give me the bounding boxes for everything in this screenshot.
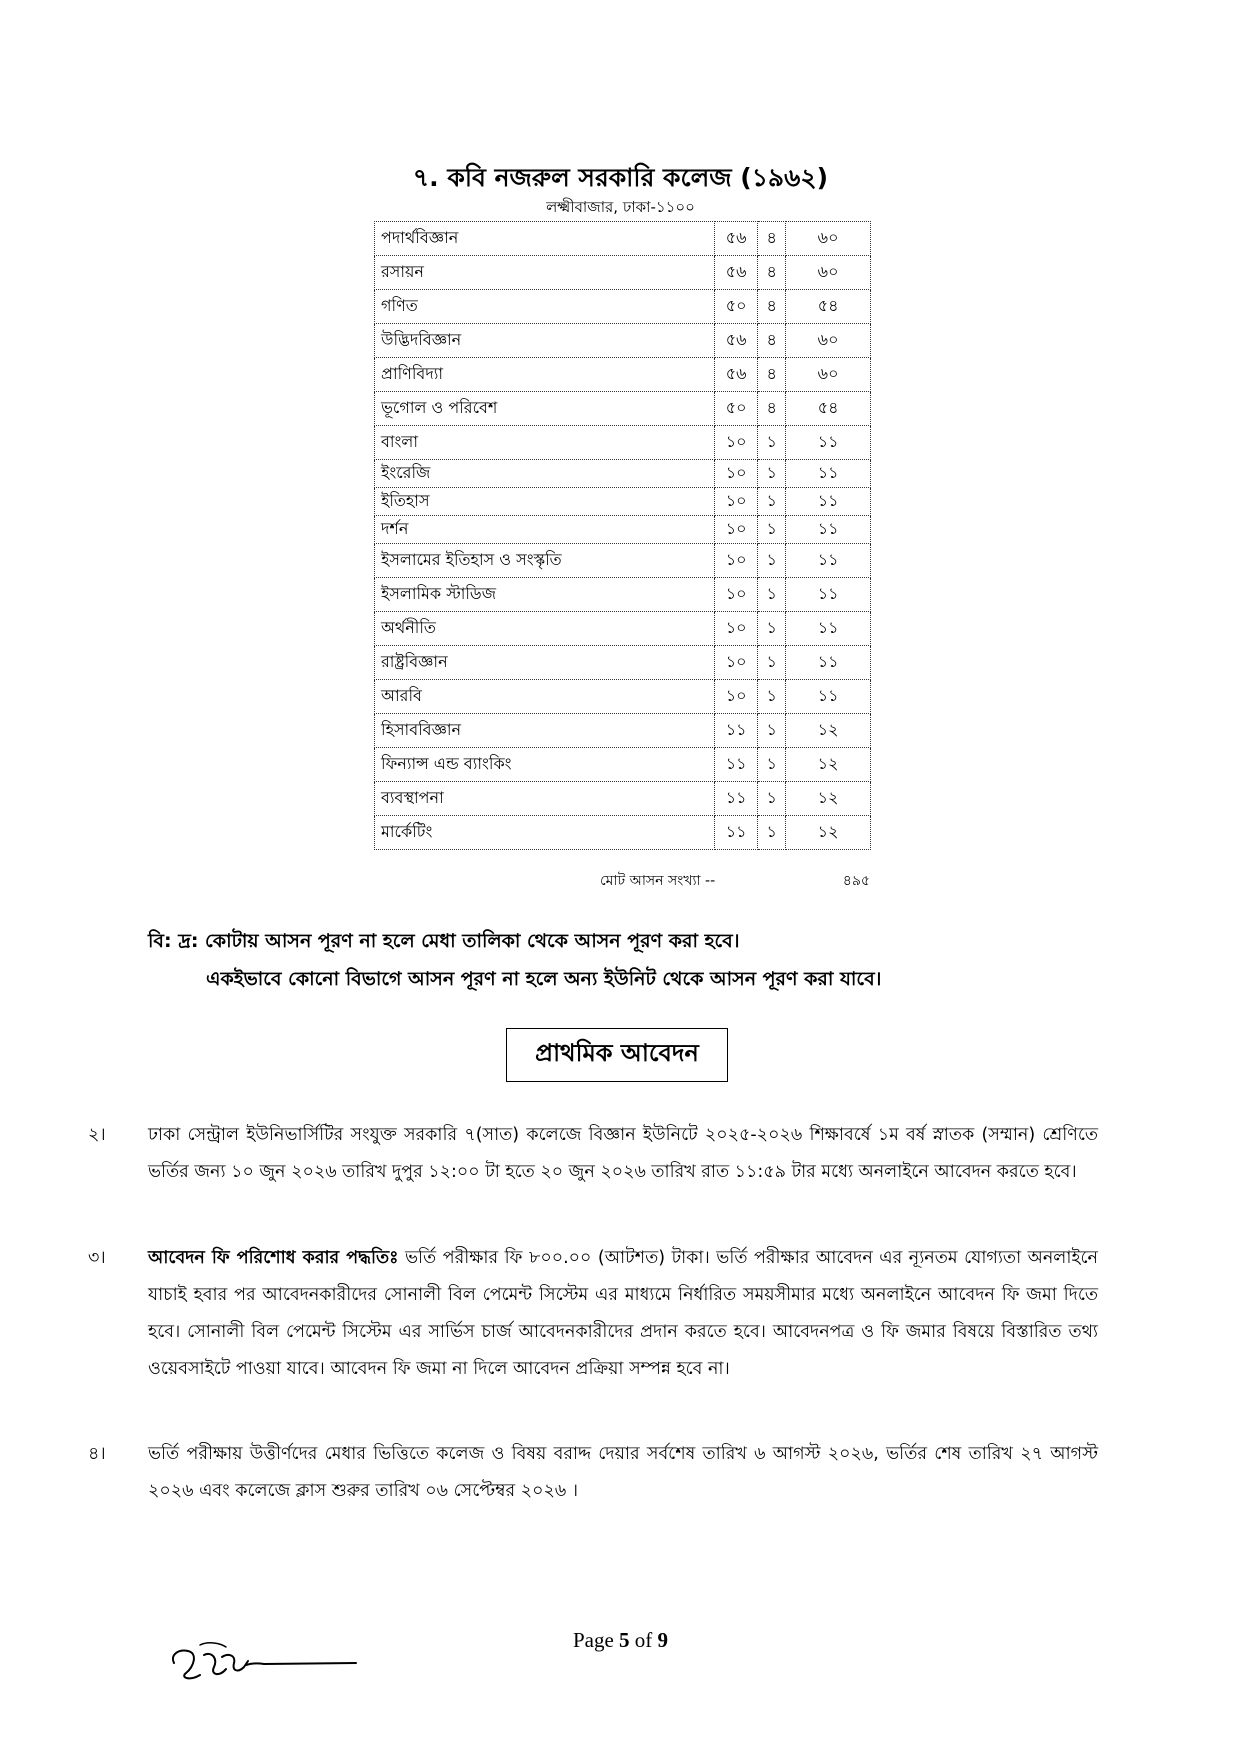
quota-seats-cell: ৪ xyxy=(758,256,786,290)
quota-seats-cell: ৪ xyxy=(758,290,786,324)
table-row xyxy=(375,516,871,544)
subject-cell: ইংরেজি xyxy=(375,460,715,488)
general-seats-cell: ১১ xyxy=(715,714,758,748)
table-row xyxy=(375,256,871,290)
note-line-1: বি: দ্র: কোটায় আসন পূরণ না হলে মেধা তালিকা থেকে আসন পূরণ করা হবে। xyxy=(148,930,740,952)
quota-note xyxy=(148,922,1148,998)
table-row xyxy=(375,714,871,748)
table-row xyxy=(375,324,871,358)
quota-seats-cell: ৪ xyxy=(758,324,786,358)
paragraph-4 xyxy=(88,1436,1098,1510)
quota-seats-cell: ১ xyxy=(758,488,786,516)
general-seats-cell: ৫৬ xyxy=(715,256,758,290)
general-seats-cell: ১০ xyxy=(715,460,758,488)
subject-cell: হিসাববিজ্ঞান xyxy=(375,714,715,748)
subject-cell: অর্থনীতি xyxy=(375,612,715,646)
general-seats-cell: ১০ xyxy=(715,516,758,544)
subject-cell: ইসলামের ইতিহাস ও সংস্কৃতি xyxy=(375,544,715,578)
table-row xyxy=(375,358,871,392)
paragraph-text: ঢাকা সেন্ট্রাল ইউনিভার্সিটির সংযুক্ত সরকারি ৭(সাত) কলেজে বিজ্ঞান ইউনিটে ২০২৫-২০২৬ শিক্ষাবর্ষে ১ম বর্ষ স্নাতক (সম্মান) শ্রেণিতে ভর্তির জন্য ১০ জুন ২০২৬ তারিখ দুপুর ১২:০০ টা হতে ২০ জুন ২০২৬ তারিখ রাত ১১:৫৯ টার মধ্যে অনলাইনে আবেদন করতে হবে। xyxy=(148,1125,1098,1182)
total-seats-cell: ১১ xyxy=(786,488,871,516)
paragraph-number: ৪। xyxy=(88,1444,106,1464)
general-seats-cell: ১০ xyxy=(715,646,758,680)
table-row xyxy=(375,290,871,324)
quota-seats-cell: ১ xyxy=(758,816,786,850)
quota-seats-cell: ৪ xyxy=(758,358,786,392)
general-seats-cell: ১১ xyxy=(715,748,758,782)
note-line-2: একইভাবে কোনো বিভাগে আসন পূরণ না হলে অন্য ইউনিট থেকে আসন পূরণ করা যাবে। xyxy=(206,968,882,990)
general-seats-cell: ১০ xyxy=(715,544,758,578)
college-address: লক্ষ্মীবাজার, ঢাকা-১১০০ xyxy=(546,198,695,216)
total-seats-cell: ১১ xyxy=(786,516,871,544)
table-row xyxy=(375,782,871,816)
total-seats-cell: ৬০ xyxy=(786,324,871,358)
total-seats-cell: ১১ xyxy=(786,646,871,680)
total-seats-cell: ১১ xyxy=(786,612,871,646)
subject-cell: দর্শন xyxy=(375,516,715,544)
quota-seats-cell: ১ xyxy=(758,748,786,782)
quota-seats-cell: ১ xyxy=(758,646,786,680)
total-seats-label: মোট আসন সংখ্যা -- xyxy=(600,873,716,889)
quota-seats-cell: ১ xyxy=(758,680,786,714)
general-seats-cell: ১০ xyxy=(715,426,758,460)
general-seats-cell: ৫৬ xyxy=(715,324,758,358)
subject-cell: ভূগোল ও পরিবেশ xyxy=(375,392,715,426)
subject-cell: ইসলামিক স্টাডিজ xyxy=(375,578,715,612)
total-seats-cell: ১১ xyxy=(786,426,871,460)
general-seats-cell: ১০ xyxy=(715,680,758,714)
subject-cell: প্রাণিবিদ্যা xyxy=(375,358,715,392)
total-seats-cell: ১১ xyxy=(786,680,871,714)
paragraph-3-body xyxy=(88,1240,1098,1388)
quota-seats-cell: ৪ xyxy=(758,222,786,256)
seat-table-body xyxy=(375,222,871,850)
quota-seats-cell: ১ xyxy=(758,544,786,578)
general-seats-cell: ১১ xyxy=(715,782,758,816)
seat-table xyxy=(374,221,871,850)
general-seats-cell: ১০ xyxy=(715,578,758,612)
general-seats-cell: ১১ xyxy=(715,816,758,850)
total-seats-cell: ১২ xyxy=(786,782,871,816)
subject-cell: আরবি xyxy=(375,680,715,714)
subject-cell: মার্কেটিং xyxy=(375,816,715,850)
general-seats-cell: ১০ xyxy=(715,612,758,646)
quota-seats-cell: ১ xyxy=(758,714,786,748)
total-seats-cell: ৬০ xyxy=(786,358,871,392)
table-row xyxy=(375,748,871,782)
table-row xyxy=(375,646,871,680)
table-row xyxy=(375,392,871,426)
paragraph-3 xyxy=(88,1240,1098,1388)
paragraph-2-body xyxy=(88,1117,1098,1191)
total-seats-line xyxy=(600,869,870,893)
paragraph-text: ভর্তি পরীক্ষার ফি ৮০০.০০ (আটশত) টাকা। ভর্তি পরীক্ষার আবেদন এর ন্যূনতম যোগ্যতা অনলাইনে যাচাই হবার পর আবেদনকারীদের সোনালী বিল পেমেন্ট সিস্টেম এর মাধ্যমে নির্ধারিত সময়সীমার মধ্যে অনলাইনে আবেদন ফি জমা দিতে হবে। সোনালী বিল পেমেন্ট সিস্টেম এর সার্ভিস চার্জ আবেদনকারীদের প্রদান করতে হবে। আবেদনপত্র ও ফি জমার বিষয়ে বিস্তারিত তথ্য ওয়েবসাইটে পাওয়া যাবে। আবেদন ফি জমা না দিলে আবেদন প্রক্রিয়া সম্পন্ন হবে না। xyxy=(148,1248,1098,1379)
total-seats-cell: ১২ xyxy=(786,714,871,748)
paragraph-bold-heading: আবেদন ফি পরিশোধ করার পদ্ধতিঃ xyxy=(148,1248,399,1268)
subject-cell: পদার্থবিজ্ঞান xyxy=(375,222,715,256)
total-seats-cell: ৫৪ xyxy=(786,392,871,426)
total-seats-cell: ১১ xyxy=(786,544,871,578)
total-seats-cell: ৬০ xyxy=(786,222,871,256)
quota-seats-cell: ৪ xyxy=(758,392,786,426)
paragraph-4-body xyxy=(88,1436,1098,1510)
paragraph-2 xyxy=(88,1117,1098,1191)
general-seats-cell: ৫০ xyxy=(715,392,758,426)
quota-seats-cell: ১ xyxy=(758,612,786,646)
subject-cell: ইতিহাস xyxy=(375,488,715,516)
table-row xyxy=(375,578,871,612)
quota-seats-cell: ১ xyxy=(758,426,786,460)
paragraph-text: ভর্তি পরীক্ষায় উত্তীর্ণদের মেধার ভিত্তিতে কলেজ ও বিষয় বরাদ্দ দেয়ার সর্বশেষ তারিখ ৬ আগস্ট ২০২৬, ভর্তির শেষ তারিখ ২৭ আগস্ট ২০২৬ এবং কলেজে ক্লাস শুরুর তারিখ ০৬ সেপ্টেম্বর ২০২৬ । xyxy=(148,1444,1098,1501)
general-seats-cell: ৫০ xyxy=(715,290,758,324)
signature-image xyxy=(160,1633,360,1693)
page-middle: of xyxy=(629,1628,658,1652)
subject-cell: গণিত xyxy=(375,290,715,324)
general-seats-cell: ১০ xyxy=(715,488,758,516)
paragraph-number: ৩। xyxy=(88,1248,106,1268)
subject-cell: উদ্ভিদবিজ্ঞান xyxy=(375,324,715,358)
subject-cell: বাংলা xyxy=(375,426,715,460)
subject-cell: ব্যবস্থাপনা xyxy=(375,782,715,816)
quota-seats-cell: ১ xyxy=(758,782,786,816)
table-row xyxy=(375,816,871,850)
total-seats-value: ৪৯৫ xyxy=(842,873,870,889)
subject-cell: ফিন্যান্স এন্ড ব্যাংকিং xyxy=(375,748,715,782)
subject-cell: রাষ্ট্রবিজ্ঞান xyxy=(375,646,715,680)
paragraph-number: ২। xyxy=(88,1125,106,1145)
table-row xyxy=(375,680,871,714)
table-row xyxy=(375,460,871,488)
table-row xyxy=(375,222,871,256)
section-heading: প্রাথমিক আবেদন xyxy=(506,1028,728,1082)
subject-cell: রসায়ন xyxy=(375,256,715,290)
table-row xyxy=(375,488,871,516)
table-row xyxy=(375,544,871,578)
total-seats-cell: ১২ xyxy=(786,816,871,850)
college-title: ৭. কবি নজরুল সরকারি কলেজ (১৯৬২) xyxy=(412,163,829,192)
total-seats-cell: ১২ xyxy=(786,748,871,782)
total-seats-cell: ৫৪ xyxy=(786,290,871,324)
table-row xyxy=(375,426,871,460)
page-current: 5 xyxy=(619,1628,630,1652)
quota-seats-cell: ১ xyxy=(758,516,786,544)
page-prefix: Page xyxy=(572,1628,620,1652)
general-seats-cell: ৫৬ xyxy=(715,358,758,392)
total-seats-cell: ১১ xyxy=(786,460,871,488)
total-seats-cell: ১১ xyxy=(786,578,871,612)
general-seats-cell: ৫৬ xyxy=(715,222,758,256)
page-total: 9 xyxy=(657,1628,669,1652)
quota-seats-cell: ১ xyxy=(758,578,786,612)
total-seats-cell: ৬০ xyxy=(786,256,871,290)
quota-seats-cell: ১ xyxy=(758,460,786,488)
table-row xyxy=(375,612,871,646)
